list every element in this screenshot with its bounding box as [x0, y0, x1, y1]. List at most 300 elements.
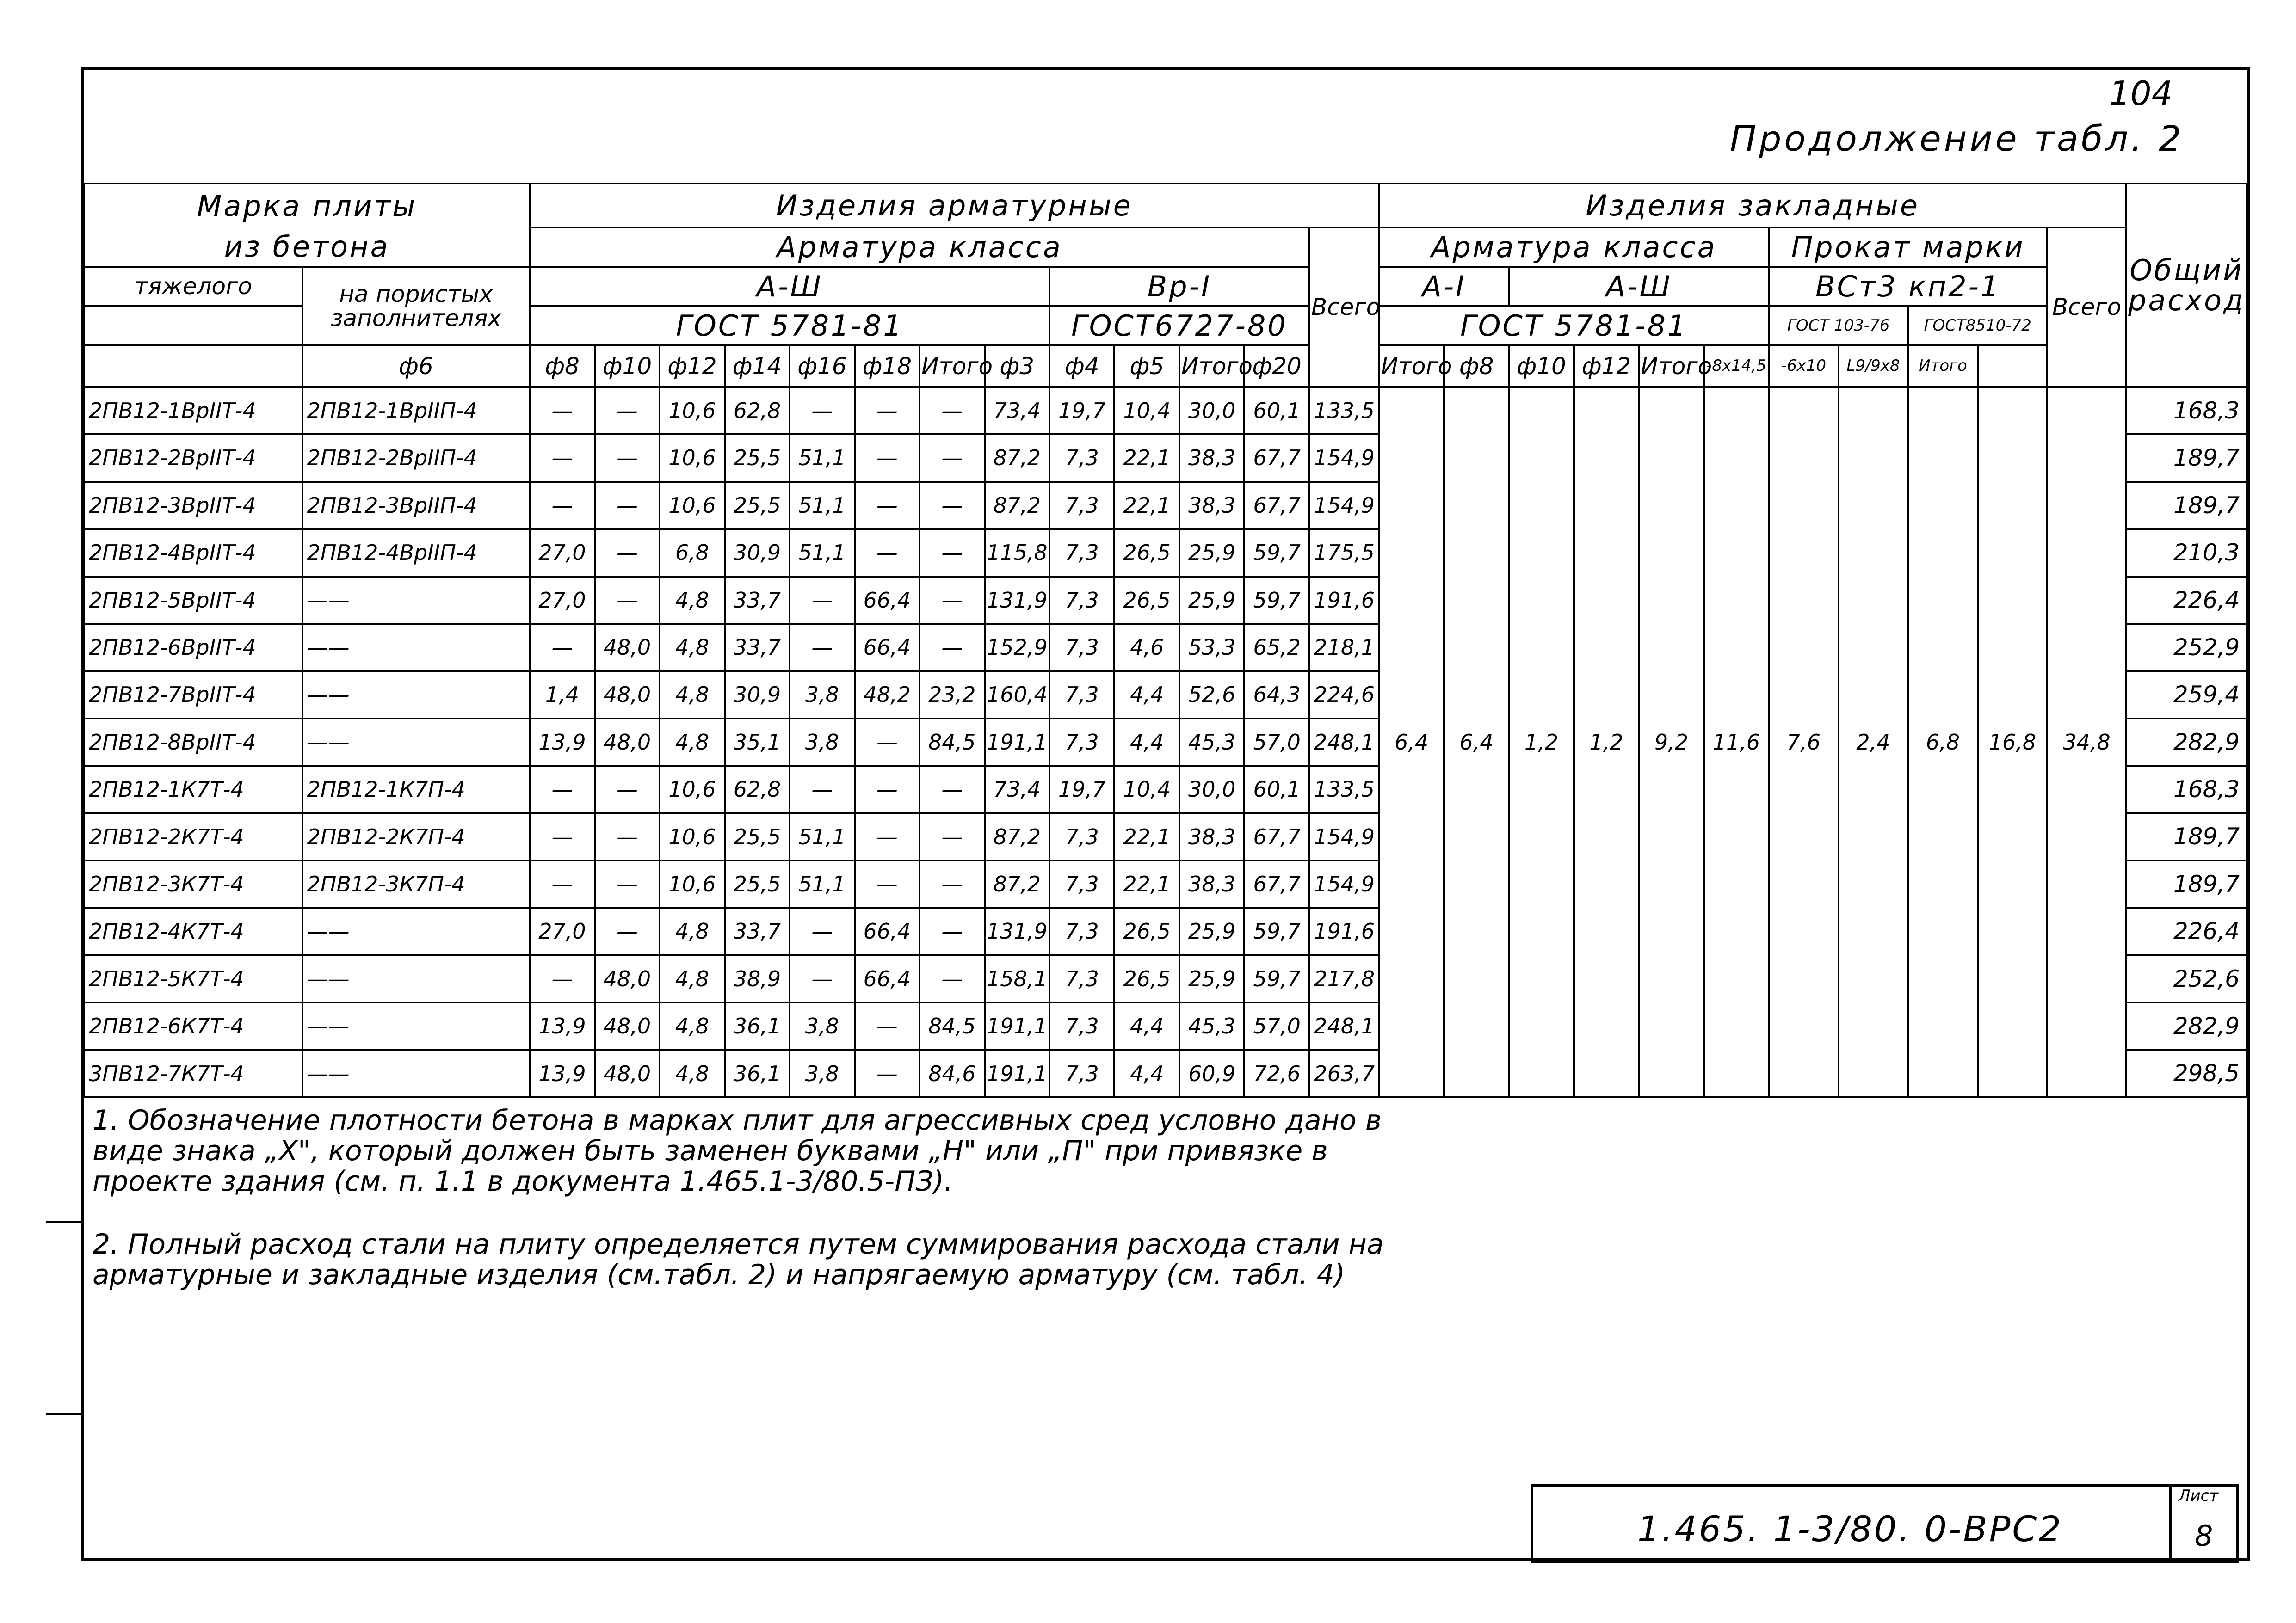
- cell-vr1: 7,3: [1049, 719, 1114, 766]
- cell-a3: —: [530, 434, 594, 481]
- cell-a3: 25,5: [725, 482, 790, 529]
- cell-a3: 13,9: [530, 1002, 594, 1050]
- cell-total: 248,1: [1309, 719, 1379, 766]
- cell-a3: —: [595, 813, 660, 861]
- cell-vr1: 72,6: [1244, 1050, 1309, 1097]
- header-embedded-products: Изделия закладные: [1379, 184, 2126, 227]
- cell-a3: 25,5: [725, 813, 790, 861]
- cell-a3: 87,2: [985, 482, 1049, 529]
- cell-embedded: 34,8: [2047, 387, 2126, 1097]
- col-header-a3: ф10: [595, 345, 660, 387]
- cell-a3: 10,6: [660, 861, 724, 908]
- cell-vr1: 25,9: [1179, 908, 1244, 955]
- header-emb-gost: ГОСТ 5781-81: [1379, 306, 1769, 345]
- cell-embedded: 6,4: [1444, 387, 1509, 1097]
- cell-overall: 259,4: [2126, 671, 2247, 718]
- cell-vr1: 25,9: [1179, 577, 1244, 624]
- cell-overall: 298,5: [2126, 1050, 2247, 1097]
- cell-a3: 3,8: [790, 1002, 854, 1050]
- header-emb-total: Всего: [2047, 227, 2126, 387]
- cell-embedded: 11,6: [1704, 387, 1769, 1097]
- cell-a3: 152,9: [985, 624, 1049, 671]
- header-vr1: Вр-I: [1049, 267, 1309, 306]
- cell-vr1: 7,3: [1049, 1002, 1114, 1050]
- cell-a3: 191,1: [985, 1050, 1049, 1097]
- header-total: Всего: [1309, 227, 1379, 387]
- col-header-a3: ф14: [725, 345, 790, 387]
- cell-vr1: 45,3: [1179, 1002, 1244, 1050]
- col-header-emb: Итого: [1639, 345, 1703, 387]
- cell-vr1: 4,4: [1114, 671, 1179, 718]
- cell-overall: 189,7: [2126, 861, 2247, 908]
- header-plate-mark: Марка плиты: [84, 184, 530, 227]
- cell-vr1: 38,3: [1179, 482, 1244, 529]
- cell-porous-mark: ——: [302, 719, 530, 766]
- cell-a3: 13,9: [530, 719, 594, 766]
- cell-a3: —: [920, 482, 984, 529]
- cell-a3: 66,4: [855, 624, 920, 671]
- cell-vr1: 64,3: [1244, 671, 1309, 718]
- cell-a3: 158,1: [985, 955, 1049, 1002]
- col-header-emb: ф20: [1244, 345, 1309, 387]
- header-plate-mark2: из бетона: [84, 227, 530, 267]
- cell-vr1: 7,3: [1049, 861, 1114, 908]
- header-gost-103-76: ГОСТ 103-76: [1769, 306, 1908, 345]
- cell-a3: 3,8: [790, 719, 854, 766]
- cell-a3: —: [530, 482, 594, 529]
- col-header-a3: ф6: [302, 345, 530, 387]
- cell-total: 133,5: [1309, 387, 1379, 434]
- col-header-emb: -8х14,5: [1704, 345, 1769, 387]
- cell-vr1: 22,1: [1114, 861, 1179, 908]
- cell-porous-mark: 2ПВ12-3ВрIIП-4: [302, 482, 530, 529]
- cell-a3: —: [920, 955, 984, 1002]
- cell-total: 154,9: [1309, 861, 1379, 908]
- cell-overall: 168,3: [2126, 766, 2247, 813]
- cell-a3: 25,5: [725, 861, 790, 908]
- cell-a3: 3,8: [790, 1050, 854, 1097]
- header-rebar-products: Изделия арматурные: [530, 184, 1379, 227]
- page-number: 104: [2109, 74, 2173, 113]
- cell-vr1: 52,6: [1179, 671, 1244, 718]
- cell-vr1: 25,9: [1179, 529, 1244, 576]
- cell-porous-mark: 2ПВ12-3К7П-4: [302, 861, 530, 908]
- cell-a3: 48,0: [595, 624, 660, 671]
- cell-a3: 6,8: [660, 529, 724, 576]
- cell-a3: —: [920, 529, 984, 576]
- cell-a3: —: [530, 387, 594, 434]
- cell-a3: 4,8: [660, 577, 724, 624]
- cell-vr1: 22,1: [1114, 813, 1179, 861]
- cell-a3: 33,7: [725, 624, 790, 671]
- cell-vr1: 19,7: [1049, 387, 1114, 434]
- cell-a3: —: [595, 766, 660, 813]
- cell-a3: —: [855, 1050, 920, 1097]
- col-header-emb: ф12: [1574, 345, 1639, 387]
- cell-a3: —: [920, 813, 984, 861]
- cell-overall: 189,7: [2126, 813, 2247, 861]
- cell-a3: 1,4: [530, 671, 594, 718]
- cell-a3: 87,2: [985, 861, 1049, 908]
- document-code: 1.465. 1-3/80. 0-ВРС2: [1637, 1508, 2063, 1549]
- cell-a3: —: [855, 766, 920, 813]
- cell-a3: —: [595, 529, 660, 576]
- cell-a3: —: [920, 434, 984, 481]
- cell-overall: 282,9: [2126, 719, 2247, 766]
- cell-overall: 168,3: [2126, 387, 2247, 434]
- cell-vr1: 59,7: [1244, 908, 1309, 955]
- cell-embedded: 6,4: [1379, 387, 1444, 1097]
- cell-porous-mark: ——: [302, 1050, 530, 1097]
- cell-heavy-mark: 2ПВ12-3К7Т-4: [84, 861, 302, 908]
- col-header-vr1: ф3: [985, 345, 1049, 387]
- cell-a3: —: [790, 955, 854, 1002]
- col-header-emb: Итого: [1379, 345, 1444, 387]
- cell-a3: 13,9: [530, 1050, 594, 1097]
- cell-a3: —: [920, 387, 984, 434]
- cell-a3: —: [855, 861, 920, 908]
- cell-a3: 4,8: [660, 908, 724, 955]
- cell-vr1: 10,4: [1114, 766, 1179, 813]
- cell-a3: 51,1: [790, 434, 854, 481]
- cell-a3: 73,4: [985, 387, 1049, 434]
- cell-a3: 48,0: [595, 955, 660, 1002]
- cell-heavy-mark: 2ПВ12-7ВрIIТ-4: [84, 671, 302, 718]
- notes: [93, 1105, 1434, 1322]
- cell-a3: 62,8: [725, 387, 790, 434]
- cell-vr1: 59,7: [1244, 577, 1309, 624]
- cell-a3: —: [595, 387, 660, 434]
- cell-overall: 252,9: [2126, 624, 2247, 671]
- note-2: 2. Полный расход стали на плиту определяется путем суммирования расхода стали на арматурные и закладные изделия (см.табл. 2) и напрягаемую арматуру (см. табл. 4): [93, 1228, 1384, 1291]
- cell-a3: —: [790, 766, 854, 813]
- cell-vr1: 7,3: [1049, 624, 1114, 671]
- cell-vr1: 22,1: [1114, 434, 1179, 481]
- cell-a3: —: [595, 861, 660, 908]
- cell-overall: 252,6: [2126, 955, 2247, 1002]
- cell-total: 217,8: [1309, 955, 1379, 1002]
- cell-total: 133,5: [1309, 766, 1379, 813]
- cell-a3: 4,8: [660, 1002, 724, 1050]
- cell-total: 224,6: [1309, 671, 1379, 718]
- cell-a3: 33,7: [725, 908, 790, 955]
- cell-embedded: 16,8: [1978, 387, 2048, 1097]
- cell-a3: 115,8: [985, 529, 1049, 576]
- cell-a3: —: [530, 813, 594, 861]
- cell-vr1: 30,0: [1179, 387, 1244, 434]
- cell-a3: —: [920, 577, 984, 624]
- cell-embedded: 7,6: [1769, 387, 1839, 1097]
- cell-a3: 66,4: [855, 577, 920, 624]
- cell-a3: 191,1: [985, 1002, 1049, 1050]
- cell-heavy-mark: 2ПВ12-4ВрIIТ-4: [84, 529, 302, 576]
- cell-vr1: 30,0: [1179, 766, 1244, 813]
- col-header-vr1: ф5: [1114, 345, 1179, 387]
- cell-a3: 73,4: [985, 766, 1049, 813]
- cell-heavy-mark: 2ПВ12-2ВрIIТ-4: [84, 434, 302, 481]
- cell-porous-mark: 2ПВ12-4ВрIIП-4: [302, 529, 530, 576]
- cell-a3: 84,5: [920, 1002, 984, 1050]
- cell-vr1: 7,3: [1049, 577, 1114, 624]
- cell-vr1: 53,3: [1179, 624, 1244, 671]
- cell-vr1: 26,5: [1114, 577, 1179, 624]
- cell-vr1: 38,3: [1179, 861, 1244, 908]
- cell-a3: —: [530, 955, 594, 1002]
- header-rebar-class: Арматура класса: [530, 227, 1309, 267]
- cell-a3: 51,1: [790, 529, 854, 576]
- header-heavy: тяжелого: [84, 267, 302, 306]
- header-a3: А-Ш: [530, 267, 1049, 306]
- cell-overall: 189,7: [2126, 482, 2247, 529]
- cell-a3: —: [790, 577, 854, 624]
- cell-a3: —: [855, 482, 920, 529]
- cell-vr1: 7,3: [1049, 955, 1114, 1002]
- cell-a3: 10,6: [660, 387, 724, 434]
- cell-vr1: 4,6: [1114, 624, 1179, 671]
- col-header-emb: -6х10: [1769, 345, 1839, 387]
- col-header-a3: ф12: [660, 345, 724, 387]
- col-header-emb: ф8: [1444, 345, 1509, 387]
- cell-vr1: 38,3: [1179, 813, 1244, 861]
- col-header-emb: L9/9х8: [1839, 345, 1908, 387]
- cell-a3: 51,1: [790, 813, 854, 861]
- margin-tick: [46, 1413, 83, 1415]
- cell-overall: 210,3: [2126, 529, 2247, 576]
- cell-vr1: 7,3: [1049, 529, 1114, 576]
- cell-vr1: 67,7: [1244, 861, 1309, 908]
- cell-a3: 4,8: [660, 719, 724, 766]
- header-a3b: А-Ш: [1509, 267, 1769, 306]
- cell-a3: —: [855, 434, 920, 481]
- cell-vr1: 60,1: [1244, 387, 1309, 434]
- cell-porous-mark: ——: [302, 577, 530, 624]
- table-row: [84, 387, 2247, 434]
- cell-vr1: 60,1: [1244, 766, 1309, 813]
- cell-a3: 10,6: [660, 482, 724, 529]
- cell-vr1: 10,4: [1114, 387, 1179, 434]
- cell-a3: —: [855, 529, 920, 576]
- cell-total: 218,1: [1309, 624, 1379, 671]
- header-rolled: Прокат марки: [1769, 227, 2047, 267]
- cell-a3: 48,0: [595, 671, 660, 718]
- cell-a3: 35,1: [725, 719, 790, 766]
- cell-total: 191,6: [1309, 577, 1379, 624]
- cell-vr1: 67,7: [1244, 482, 1309, 529]
- cell-a3: 84,6: [920, 1050, 984, 1097]
- cell-a3: 25,5: [725, 434, 790, 481]
- cell-a3: 4,8: [660, 671, 724, 718]
- cell-heavy-mark: 2ПВ12-6К7Т-4: [84, 1002, 302, 1050]
- cell-vr1: 25,9: [1179, 955, 1244, 1002]
- cell-vr1: 26,5: [1114, 529, 1179, 576]
- cell-a3: —: [920, 908, 984, 955]
- cell-a3: 131,9: [985, 577, 1049, 624]
- cell-heavy-mark: 2ПВ12-1К7Т-4: [84, 766, 302, 813]
- cell-porous-mark: 2ПВ12-2ВрIIП-4: [302, 434, 530, 481]
- cell-a3: 66,4: [855, 955, 920, 1002]
- cell-heavy-mark: 2ПВ12-2К7Т-4: [84, 813, 302, 861]
- cell-overall: 226,4: [2126, 577, 2247, 624]
- cell-a3: 48,2: [855, 671, 920, 718]
- cell-a3: 66,4: [855, 908, 920, 955]
- cell-vr1: 26,5: [1114, 908, 1179, 955]
- cell-total: 154,9: [1309, 482, 1379, 529]
- cell-overall: 282,9: [2126, 1002, 2247, 1050]
- cell-a3: 48,0: [595, 1050, 660, 1097]
- cell-vr1: 19,7: [1049, 766, 1114, 813]
- cell-vr1: 57,0: [1244, 1002, 1309, 1050]
- cell-porous-mark: ——: [302, 671, 530, 718]
- cell-a3: —: [920, 766, 984, 813]
- cell-a3: 30,9: [725, 529, 790, 576]
- cell-vr1: 59,7: [1244, 529, 1309, 576]
- cell-a3: 84,5: [920, 719, 984, 766]
- cell-a3: 191,1: [985, 719, 1049, 766]
- col-header-a3: ф18: [855, 345, 920, 387]
- cell-vr1: 7,3: [1049, 671, 1114, 718]
- cell-a3: 51,1: [790, 861, 854, 908]
- cell-porous-mark: ——: [302, 624, 530, 671]
- cell-a3: 4,8: [660, 624, 724, 671]
- cell-a3: —: [855, 387, 920, 434]
- header-a1: А-I: [1379, 267, 1509, 306]
- cell-a3: —: [920, 624, 984, 671]
- cell-a3: 131,9: [985, 908, 1049, 955]
- cell-total: 175,5: [1309, 529, 1379, 576]
- cell-a3: 48,0: [595, 719, 660, 766]
- cell-embedded: 2,4: [1839, 387, 1908, 1097]
- cell-heavy-mark: 3ПВ12-7К7Т-4: [84, 1050, 302, 1097]
- cell-embedded: 6,8: [1908, 387, 1978, 1097]
- cell-heavy-mark: 2ПВ12-6ВрIIТ-4: [84, 624, 302, 671]
- cell-heavy-mark: 2ПВ12-1ВрIIТ-4: [84, 387, 302, 434]
- cell-a3: —: [595, 908, 660, 955]
- sheet-number: 8: [2195, 1519, 2213, 1553]
- cell-vr1: 7,3: [1049, 1050, 1114, 1097]
- header-gost-8510-72: ГОСТ8510-72: [1908, 306, 2047, 345]
- cell-vr1: 67,7: [1244, 434, 1309, 481]
- cell-total: 263,7: [1309, 1050, 1379, 1097]
- column-subheaders: [84, 345, 2247, 387]
- cell-a3: 27,0: [530, 908, 594, 955]
- sheet-label: Лист: [2179, 1487, 2219, 1505]
- cell-total: 154,9: [1309, 434, 1379, 481]
- cell-heavy-mark: 2ПВ12-8ВрIIТ-4: [84, 719, 302, 766]
- cell-a3: 27,0: [530, 577, 594, 624]
- col-header-a3: Итого: [920, 345, 984, 387]
- cell-a3: 62,8: [725, 766, 790, 813]
- col-header-vr1: Итого: [1179, 345, 1244, 387]
- table-body: [84, 387, 2247, 1097]
- cell-porous-mark: ——: [302, 1002, 530, 1050]
- cell-vr1: 4,4: [1114, 1002, 1179, 1050]
- cell-a3: 51,1: [790, 482, 854, 529]
- cell-vr1: 7,3: [1049, 482, 1114, 529]
- cell-embedded: 1,2: [1574, 387, 1639, 1097]
- cell-a3: 4,8: [660, 1050, 724, 1097]
- table-continuation-title: Продолжение табл. 2: [1730, 118, 2184, 159]
- cell-embedded: 9,2: [1639, 387, 1703, 1097]
- cell-vr1: 59,7: [1244, 955, 1309, 1002]
- steel-consumption-table: [83, 183, 2248, 1098]
- col-header-a3: ф8: [530, 345, 594, 387]
- cell-a3: —: [855, 1002, 920, 1050]
- cell-heavy-mark: 2ПВ12-3ВрIIТ-4: [84, 482, 302, 529]
- cell-a3: —: [530, 624, 594, 671]
- cell-porous-mark: 2ПВ12-1ВрIIП-4: [302, 387, 530, 434]
- cell-a3: 38,9: [725, 955, 790, 1002]
- cell-vr1: 26,5: [1114, 955, 1179, 1002]
- cell-a3: —: [790, 908, 854, 955]
- header-vst3: ВСт3 кп2-1: [1769, 267, 2047, 306]
- margin-tick: [46, 1221, 83, 1223]
- cell-a3: —: [920, 861, 984, 908]
- cell-a3: 23,2: [920, 671, 984, 718]
- cell-a3: 10,6: [660, 766, 724, 813]
- cell-a3: 30,9: [725, 671, 790, 718]
- header-gost-6727-80: ГОСТ6727-80: [1049, 306, 1309, 345]
- cell-a3: 36,1: [725, 1050, 790, 1097]
- cell-a3: —: [530, 861, 594, 908]
- cell-vr1: 7,3: [1049, 908, 1114, 955]
- header-overall: Общий расход: [2126, 184, 2247, 387]
- cell-a3: 27,0: [530, 529, 594, 576]
- col-header-emb: ф10: [1509, 345, 1574, 387]
- cell-heavy-mark: 2ПВ12-5К7Т-4: [84, 955, 302, 1002]
- cell-vr1: 60,9: [1179, 1050, 1244, 1097]
- cell-a3: 4,8: [660, 955, 724, 1002]
- cell-a3: 10,6: [660, 434, 724, 481]
- cell-heavy-mark: 2ПВ12-4К7Т-4: [84, 908, 302, 955]
- header-porous: на пористых заполнителях: [302, 267, 530, 345]
- cell-a3: —: [595, 434, 660, 481]
- cell-a3: —: [790, 387, 854, 434]
- cell-a3: —: [595, 482, 660, 529]
- cell-total: 154,9: [1309, 813, 1379, 861]
- cell-a3: 10,6: [660, 813, 724, 861]
- cell-a3: 36,1: [725, 1002, 790, 1050]
- cell-porous-mark: ——: [302, 955, 530, 1002]
- cell-heavy-mark: 2ПВ12-5ВрIIТ-4: [84, 577, 302, 624]
- cell-a3: 48,0: [595, 1002, 660, 1050]
- cell-a3: —: [855, 813, 920, 861]
- cell-a3: 3,8: [790, 671, 854, 718]
- cell-porous-mark: 2ПВ12-2К7П-4: [302, 813, 530, 861]
- cell-overall: 226,4: [2126, 908, 2247, 955]
- cell-a3: —: [595, 577, 660, 624]
- cell-vr1: 7,3: [1049, 813, 1114, 861]
- cell-a3: —: [530, 766, 594, 813]
- cell-vr1: 57,0: [1244, 719, 1309, 766]
- cell-vr1: 4,4: [1114, 1050, 1179, 1097]
- cell-a3: 160,4: [985, 671, 1049, 718]
- cell-vr1: 38,3: [1179, 434, 1244, 481]
- cell-porous-mark: 2ПВ12-1К7П-4: [302, 766, 530, 813]
- header-emb-rebar-class: Арматура класса: [1379, 227, 1769, 267]
- cell-a3: 33,7: [725, 577, 790, 624]
- cell-vr1: 45,3: [1179, 719, 1244, 766]
- cell-a3: 87,2: [985, 813, 1049, 861]
- cell-vr1: 7,3: [1049, 434, 1114, 481]
- cell-vr1: 22,1: [1114, 482, 1179, 529]
- cell-total: 248,1: [1309, 1002, 1379, 1050]
- cell-a3: 87,2: [985, 434, 1049, 481]
- col-header-a3: ф16: [790, 345, 854, 387]
- cell-porous-mark: ——: [302, 908, 530, 955]
- cell-overall: 189,7: [2126, 434, 2247, 481]
- cell-total: 191,6: [1309, 908, 1379, 955]
- cell-a3: —: [855, 719, 920, 766]
